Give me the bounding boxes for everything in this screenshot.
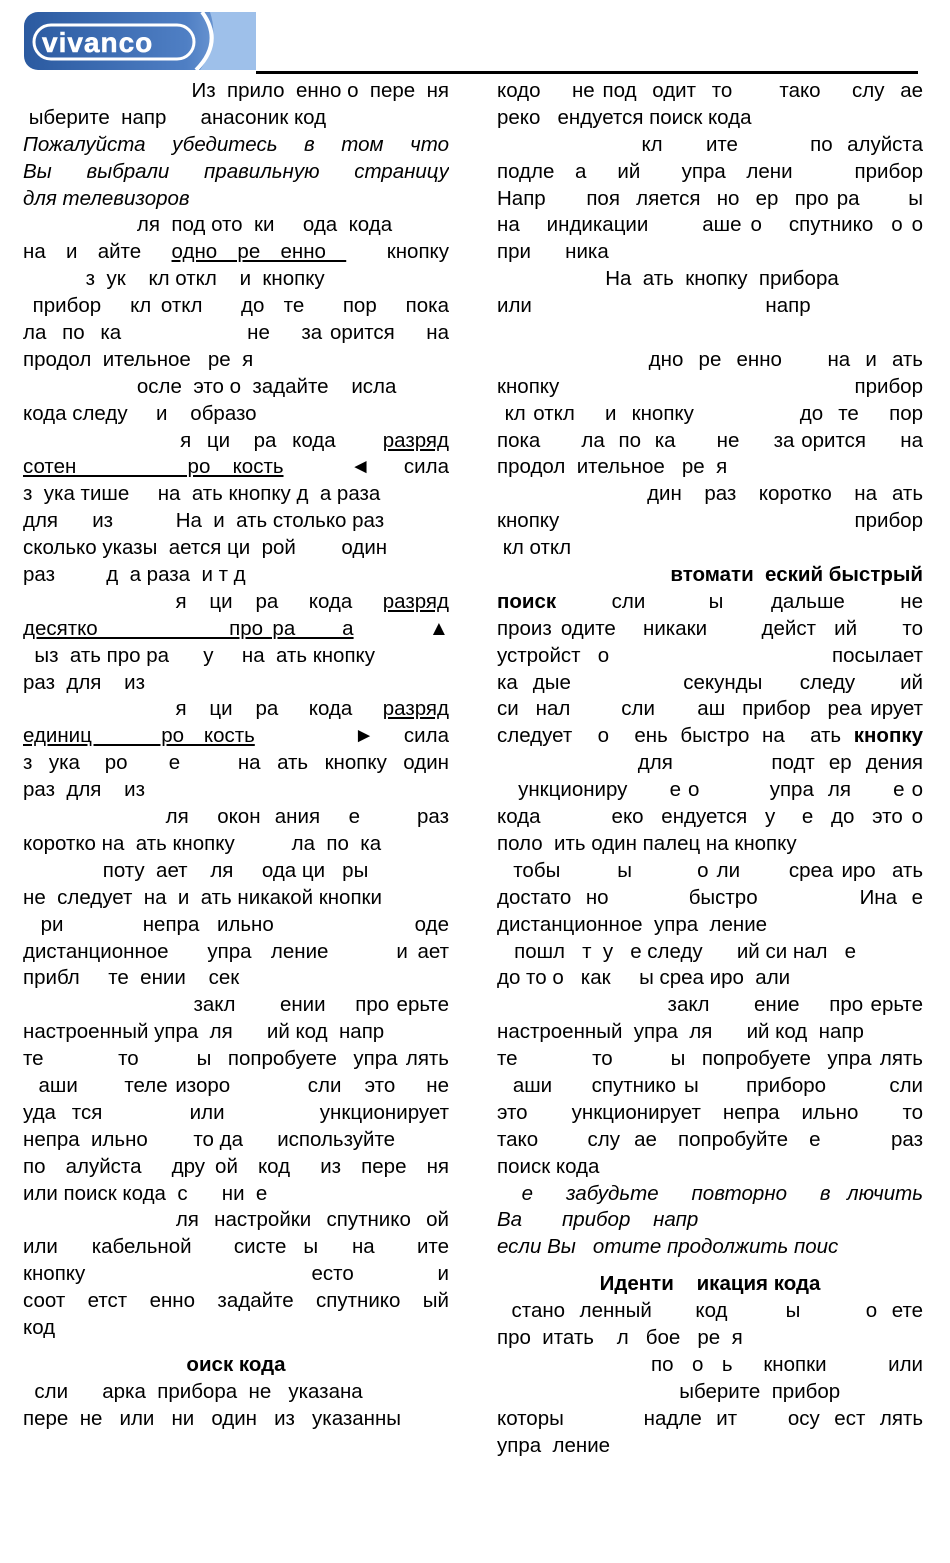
text-line: единиц ро кость ► сила <box>23 724 449 748</box>
text-line: Напр поя ляется но ер про ра ы <box>497 186 923 210</box>
text-line: ыберите прибор <box>497 1379 841 1403</box>
text-line: я ци ра кода разряд <box>23 428 449 452</box>
text-line: непра ильно то да используйте <box>23 1127 396 1151</box>
text-line: не следует на и ать никакой кнопки <box>23 885 382 909</box>
text-line: дистанционное упра ление и ает <box>23 939 449 963</box>
text-line: я ци ра кода разряд <box>23 589 449 613</box>
underlined-span: десятко про ра а <box>23 616 354 640</box>
text-line: настроенный упра ля ий код напр <box>497 1020 864 1044</box>
text-line: осле это о задайте исла <box>23 374 397 398</box>
text-line: аши теле изоро сли это не <box>23 1073 449 1097</box>
text-line: тако слу ае попробуйте е раз <box>497 1127 923 1151</box>
text-line: продол ительное ре я <box>23 347 254 371</box>
text-line: для из На и ать столько раз <box>23 509 385 533</box>
text-line: раз для из <box>23 670 146 694</box>
text-line: подле а ий упра лени прибор <box>497 159 923 183</box>
text-line: на индикации аше о спутнико о о <box>497 213 923 237</box>
text-line: про итать л бое ре я <box>497 1325 743 1349</box>
text-line: ункциониру е о упра ля е о <box>497 778 923 802</box>
text-line: си нал сли аш прибор реа ирует <box>497 697 923 721</box>
text-line: те то ы попробуете упра лять <box>23 1047 449 1071</box>
text-line: устройст о посылает <box>497 643 923 667</box>
text-line: ля под ото ки ода кода <box>23 213 393 237</box>
text-line: следует о ень быстро на ать кнопку <box>497 724 923 748</box>
text-line: з ука тише на ать кнопку д а раза <box>23 482 381 506</box>
text-line: я ци ра кода разряд <box>23 697 449 721</box>
text-line: з ука ро е на ать кнопку один <box>23 751 449 775</box>
underlined-span: единиц ро кость <box>23 724 255 748</box>
text-line: для телевизоров <box>23 186 190 210</box>
text-line: дин раз коротко на ать <box>497 482 923 506</box>
text-line: ла по ка не за орится на <box>23 321 449 345</box>
text-line: кода еко ендуется у е до это о <box>497 805 923 829</box>
text-line: стано ленный код ы о ете <box>497 1299 923 1323</box>
text-line: Вы выбрали правильную страницу <box>23 159 449 183</box>
text-line: тобы ы о ли среа иро ать <box>497 858 923 882</box>
text-line: поло ить один палец на кнопку <box>497 831 797 855</box>
text-line: достато но быстро Ина е <box>497 885 923 909</box>
text-line: код <box>23 1315 56 1339</box>
text-line: при ника <box>497 240 609 264</box>
text-line: те то ы попробуете упра лять <box>497 1047 923 1071</box>
bold-span: кнопку <box>853 724 923 748</box>
text-line: это ункционирует непра ильно то <box>497 1100 923 1124</box>
text-line: сотен ро кость ◄ сила <box>23 455 449 479</box>
text-line: закл ении про ерьте <box>23 993 449 1017</box>
text-line: е забудьте повторно в лючить <box>497 1181 923 1205</box>
text-line: поиск сли ы дальше не <box>497 589 923 613</box>
text-line: соот етст енно задайте спутнико ый <box>23 1289 449 1313</box>
text-line: прибор кл откл до те пор пока <box>23 294 449 318</box>
text-line: настроенный упра ля ий код напр <box>23 1020 385 1044</box>
text-line: ри непра ильно оде <box>23 912 449 936</box>
text-line: ыз ать про ра у на ать кнопку <box>23 643 376 667</box>
underlined-span: одно ре енно <box>171 240 347 264</box>
text-line: если Вы отите продолжить поис <box>497 1235 839 1259</box>
text-line: ля настройки спутнико ой <box>23 1208 449 1232</box>
text-line: закл ение про ерьте <box>497 993 923 1017</box>
text-line: раз д а раза и т д <box>23 563 246 587</box>
text-line: реко ендуется поиск кода <box>497 105 752 129</box>
text-line: Из прило енно о пере ня <box>191 79 449 102</box>
text-line: произ одите никаки дейст ий то <box>497 616 923 640</box>
text-line <box>497 1261 923 1271</box>
text-line: ля окон ания е раз <box>23 805 449 829</box>
text-line: уда тся или ункционирует <box>23 1100 449 1124</box>
text-line: для подт ер дения <box>497 751 923 775</box>
text-line: кнопку прибор <box>497 509 923 533</box>
text-line: продол ительное ре я <box>497 455 728 479</box>
header-rule <box>256 71 918 74</box>
vivanco-logo <box>24 12 256 70</box>
text-line: ка дые секунды следу ий <box>497 670 923 694</box>
text-line: пока ла по ка не за орится на <box>497 428 923 452</box>
text-line: кнопку есто и <box>23 1262 449 1286</box>
text-line: кода следу и образо <box>23 401 257 425</box>
underlined-span: разряд <box>382 589 449 613</box>
right-column <box>497 78 923 1459</box>
text-line: з ук кл откл и кнопку <box>23 267 325 291</box>
text-line: поиск кода <box>497 1154 600 1178</box>
text-line: которы надле ит осу ест лять <box>497 1406 923 1430</box>
text-line: Ва прибор напр <box>497 1208 699 1232</box>
text-line: сколько указы ается ци рой один <box>23 536 388 560</box>
text-line: кл ите по алуйста <box>497 132 923 156</box>
text-line: прибл те ении сек <box>23 966 240 990</box>
text-line: сли арка прибора не указана <box>23 1379 363 1403</box>
text-line: десятко про ра а ▲ <box>23 616 449 640</box>
underlined-span: сотен ро кость <box>23 455 284 479</box>
bold-span: поиск <box>497 589 557 613</box>
text-line: раз для из <box>23 778 146 802</box>
text-line: упра ление <box>497 1433 611 1457</box>
text-line: дистанционное упра ление <box>497 912 768 936</box>
left-column <box>23 78 449 1433</box>
text-line: втомати еский быстрый <box>670 563 923 587</box>
text-line: кнопку прибор <box>497 374 923 398</box>
text-line: оиск кода <box>186 1352 286 1376</box>
text-line: или поиск кода с ни е <box>23 1181 268 1205</box>
text-line: коротко на ать кнопку ла по ка <box>23 831 382 855</box>
text-line: кл откл и кнопку до те пор <box>497 401 923 425</box>
text-line: На ать кнопку прибора <box>497 267 839 291</box>
text-line <box>23 1342 449 1352</box>
text-line: по о ь кнопки или <box>497 1352 923 1376</box>
text-line: дно ре енно на и ать <box>497 347 923 371</box>
text-line: кл откл <box>497 536 572 560</box>
text-line: по алуйста дру ой код из пере ня <box>23 1154 449 1178</box>
text-line: Иденти икация кода <box>599 1272 821 1296</box>
text-line: поту ает ля ода ци ры <box>23 858 369 882</box>
text-line: аши спутнико ы приборо сли <box>497 1073 923 1097</box>
text-line: пошл т у е следу ий си нал е <box>497 939 857 963</box>
underlined-span: разряд <box>382 697 449 721</box>
text-line: на и айте одно ре енно кнопку <box>23 240 449 264</box>
logo-text: vivanco <box>42 27 154 58</box>
text-line: или кабельной систе ы на ите <box>23 1235 449 1259</box>
text-line: Пожалуйста убедитесь в том что <box>23 132 449 156</box>
text-line: пере не или ни один из указанны <box>23 1406 402 1430</box>
underlined-span: разряд <box>382 428 449 452</box>
text-line <box>497 320 923 347</box>
text-line: до то о как ы среа иро али <box>497 966 791 990</box>
text-line: кодо не под одит то тако слу ае <box>497 79 923 102</box>
text-line: или напр <box>497 294 811 318</box>
text-line: ыберите напр анасоник код <box>23 105 327 129</box>
